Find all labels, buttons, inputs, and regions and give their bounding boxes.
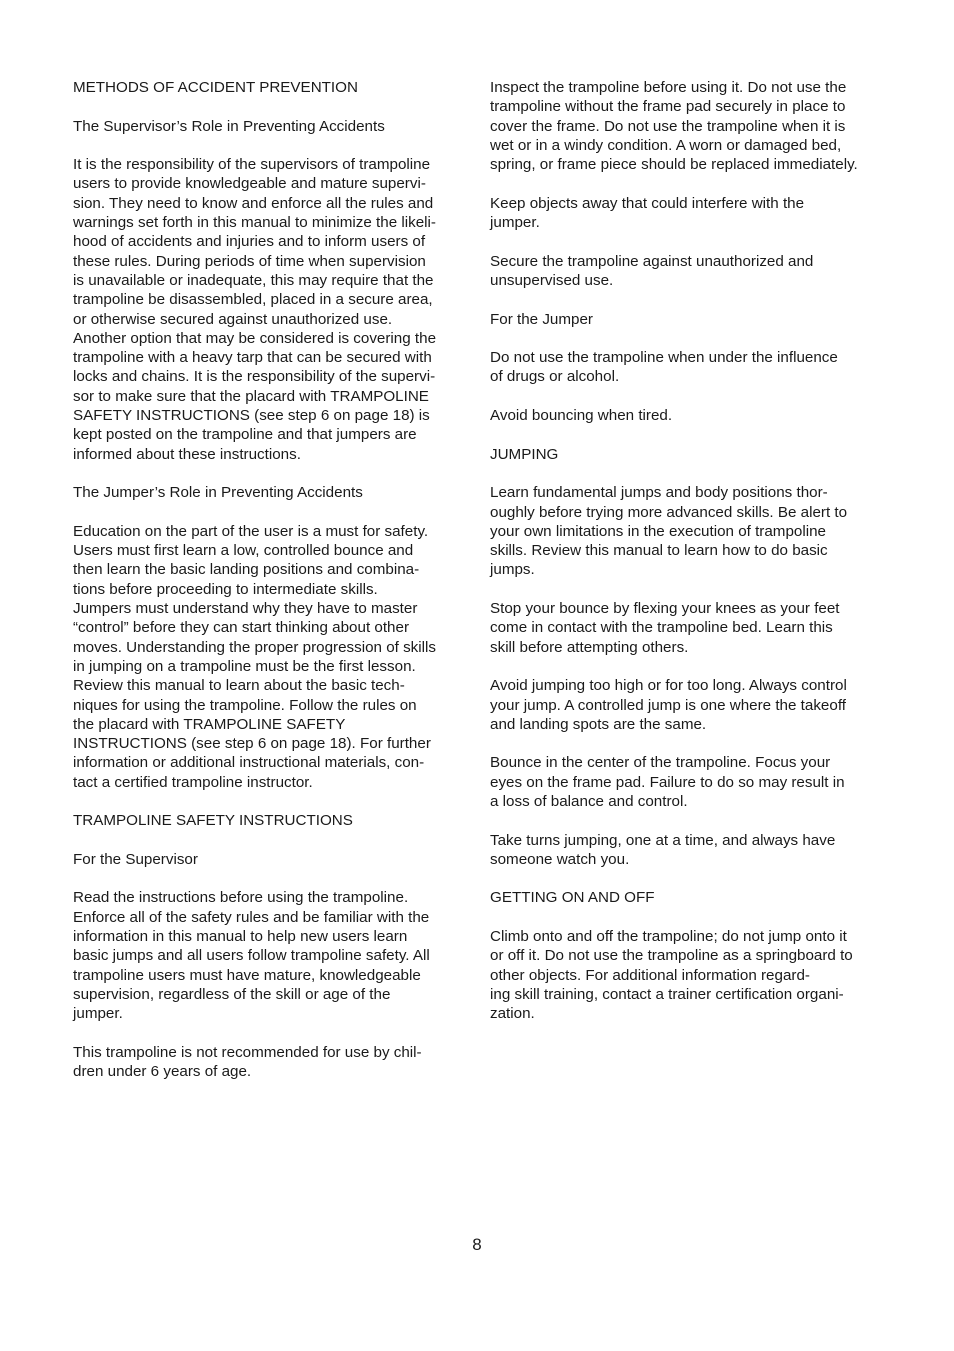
paragraph: Inspect the trampoline before using it. Do not use the trampoline without the frame pad securely in place to cover the frame. Do not use the trampoline when it is wet or in a windy condition. A worn or damaged bed, spring, or frame piece should be replaced immediately.	[490, 79, 858, 174]
paragraph: It is the responsibility of the supervisors of trampoline users to provide knowledgeable and mature supervi- sion. They need to know and enforce all the rules and warnings set forth in this manual to minimize the likeli- hood of accidents and injuries and to inform users of these rules. During periods of time when supervision is unavailable or inadequate, this may require that the trampoline be disassembled, placed in a secure area, or otherwise secured against unauthorized use. Another option that may be considered is covering the trampoline with a heavy tarp that can be secured with locks and chains. It is the responsibility of the supervi- sor to make sure that the placard with TRAMPOLINE SAFETY INSTRUCTIONS (see step 6 on page 18) is kept posted on the trampoline and that jumpers are informed about these instructions.	[73, 156, 437, 463]
paragraph: Secure the trampoline against unauthorized and unsupervised use.	[490, 252, 814, 289]
paragraph: Read the instructions before using the trampoline. Enforce all of the safety rules and be familiar with the information in this manual to help new users learn basic jumps and all users follow trampoline safety. All trampoline users must have mature, knowledgeable supervision, regardless of the skill or age of the jumper.	[73, 889, 430, 1023]
paragraph: Avoid bouncing when tired.	[490, 407, 673, 425]
section-heading: METHODS OF ACCIDENT PREVENTION	[73, 79, 358, 96]
subsection-heading: For the Jumper	[490, 310, 593, 328]
subsection-heading: The Jumper’s Role in Preventing Accidents	[73, 484, 363, 502]
paragraph: Stop your bounce by flexing your knees as your feet come in contact with the trampoline bed. Learn this skill before attempting others.	[490, 600, 840, 656]
section-heading: GETTING ON AND OFF	[490, 889, 655, 907]
right-column	[490, 78, 882, 1043]
subsection-heading: The Supervisor’s Role in Preventing Accidents	[73, 117, 385, 135]
paragraph: Climb onto and off the trampoline; do not jump onto it or off it. Do not use the trampoline as a springboard to other objects. For additional information regard- ing skill training, contact a trainer certification organi- zation.	[490, 928, 853, 1023]
paragraph: Avoid jumping too high or for too long. Always control your jump. A controlled jump is one where the takeoff and landing spots are the same.	[490, 677, 847, 733]
paragraph: Take turns jumping, one at a time, and always have someone watch you.	[490, 831, 836, 868]
paragraph: Learn fundamental jumps and body positions thor- oughly before trying more advanced skills. Be alert to your own limitations in the execution of trampoline skills. Review this manual to learn how to do basic jumps.	[490, 484, 848, 579]
subsection-heading: For the Supervisor	[73, 850, 198, 868]
page-number: 8	[472, 1235, 482, 1254]
paragraph: Keep objects away that could interfere with the jumper.	[490, 194, 805, 232]
section-heading: TRAMPOLINE SAFETY INSTRUCTIONS	[73, 812, 353, 830]
paragraph: Bounce in the center of the trampoline. Focus your eyes on the frame pad. Failure to do so may result in a loss of balance and control.	[490, 754, 845, 810]
paragraph: Do not use the trampoline when under the influence of drugs or alcohol.	[490, 349, 838, 386]
paragraph: This trampoline is not recommended for use by chil- dren under 6 years of age.	[73, 1043, 422, 1081]
left-column	[73, 78, 465, 1101]
paragraph: Education on the part of the user is a must for safety. Users must first learn a low, controlled bounce and then learn the basic landing positions and combina- tions before proceeding to intermediate skills. Jumpers must understand why they have to master “control” before they can start thinking about other moves. Understanding the proper progression of skills in jumping on a trampoline must be the first lesson. Review this manual to learn about the basic tech- niques for using the trampoline. Follow the rules on the placard with TRAMPOLINE SAFETY INSTRUCTIONS (see step 6 on page 18). For further information or additional instructional materials, con- tact a certified trampoline instructor.	[73, 522, 436, 791]
section-heading: JUMPING	[490, 445, 559, 463]
